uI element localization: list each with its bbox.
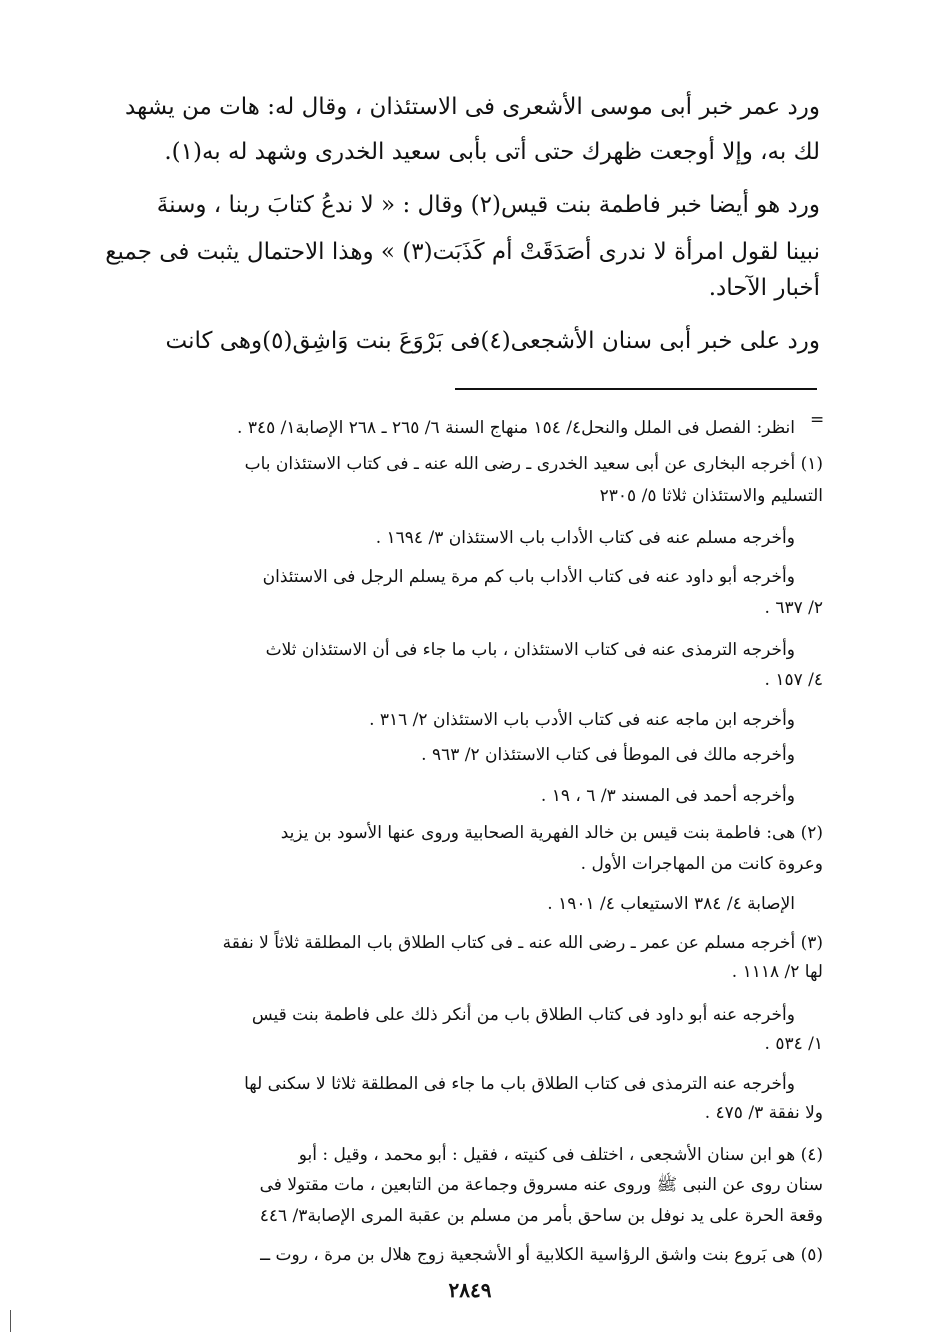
- footnote-line: وأخرجه الترمذى عنه فى كتاب الاستئذان ، باب ما جاء فى أن الاستئذان ثلاث: [265, 640, 795, 660]
- footnote-line: لها ٢/ ١١١٨ .: [731, 962, 823, 982]
- footnote-line: ٢/ ٦٣٧ .: [764, 598, 823, 618]
- footnote-line: التسليم والاستئذان ثلاثا ٥/ ٢٣٠٥: [599, 486, 823, 506]
- footnote-line: وأخرجه مسلم عنه فى كتاب الأداب باب الاستئذان ٣/ ١٦٩٤ .: [375, 528, 795, 548]
- footnote-line: الإصابة ٤/ ٣٨٤ الاستيعاب ٤/ ١٩٠١ .: [547, 894, 795, 914]
- page-number: ٢٨٤٩: [448, 1278, 492, 1302]
- footnote-line: (٢) هى: فاطمة بنت قيس بن خالد الفهرية الصحابية وروى عنها الأسود بن يزيد: [280, 823, 823, 843]
- continuation-marker: =: [810, 410, 825, 430]
- footnote-line: وعروة كانت من المهاجرات الأول .: [580, 854, 823, 874]
- footnote-line: وأخرجه ابن ماجه عنه فى كتاب الأدب باب الاستئذان ٢/ ٣١٦ .: [369, 710, 795, 730]
- footnote-line: وأخرجه أحمد فى المسند ٣/ ٦ ، ١٩ .: [540, 786, 795, 806]
- main-text-line: نبينا لقول امرأة لا ندرى أصَدَقَتْ أم كَذَبَت(٣) » وهذا الاحتمال يثبت فى جميع: [105, 239, 820, 265]
- footnote-line: (٥) هى بَروع بنت واشق الرؤاسية الكلابية أو الأشجعية زوج هلال بن مرة ، روت ــ: [260, 1245, 823, 1265]
- footnote-line: (١) أخرجه البخارى عن أبى سعيد الخدرى ـ رضى الله عنه ـ فى كتاب الاستئذان باب: [244, 454, 823, 474]
- footnote-line: سنان روى عن النبى ﷺ وروى عنه مسروق وجماعة من التابعين ، مات مقتولا فى: [259, 1175, 823, 1195]
- footnote-line: وأخرجه أبو داود عنه فى كتاب الأداب باب كم مرة يسلم الرجل فى الاستئذان: [262, 567, 795, 587]
- main-text-line: ورد عمر خبر أبى موسى الأشعرى فى الاستئذان ، وقال له: هات من يشهد: [125, 94, 820, 120]
- footnote-line: وقعة الحرة على يد نوفل بن ساحق بأمر من مسلم بن عقبة المرى الإصابة٣/ ٤٤٦: [259, 1206, 823, 1226]
- main-text-line: ورد على خبر أبى سنان الأشجعى(٤)فى بَرْوَعَ بنت وَاشِق(٥)وهى كانت: [165, 328, 820, 354]
- footnote-line: (٣) أخرجه مسلم عن عمر ـ رضى الله عنه ـ فى كتاب الطلاق باب المطلقة ثلاثاً لا نفقة: [222, 933, 823, 953]
- footnote-line: انظر: الفصل فى الملل والنحل٤/ ١٥٤ منهاج السنة ٦/ ٢٦٥ ـ ٢٦٨ الإصابة١/ ٣٤٥ .: [237, 418, 795, 438]
- main-text-line: لك به، وإلا أوجعت ظهرك حتى أتى بأبى سعيد الخدرى وشهد له به(١).: [164, 139, 820, 165]
- footnote-line: (٤) هو ابن سنان الأشجعى ، اختلف فى كنيته ، فقيل : أبو محمد ، وقيل : أبو: [298, 1145, 823, 1165]
- footnote-separator: [455, 388, 817, 390]
- footnote-line: وأخرجه عنه أبو داود فى كتاب الطلاق باب من أنكر ذلك على فاطمة بنت قيس: [251, 1005, 795, 1025]
- scan-edge-mark: [10, 1310, 11, 1332]
- footnote-line: وأخرجه مالك فى الموطأ فى كتاب الاستئذان ٢/ ٩٦٣ .: [421, 745, 795, 765]
- footnote-line: ٤/ ١٥٧ .: [764, 670, 823, 690]
- main-text-line: ورد هو أيضا خبر فاطمة بنت قيس(٢) وقال : « لا ندعُ كتابَ ربنا ، وسنةَ: [156, 192, 820, 218]
- main-text-line: أخبار الآحاد.: [708, 275, 820, 301]
- footnote-line: وأخرجه عنه الترمذى فى كتاب الطلاق باب ما جاء فى المطلقة ثلاثا لا سكنى لها: [244, 1074, 795, 1094]
- footnote-line: ولا نفقة ٣/ ٤٧٥ .: [704, 1103, 823, 1123]
- footnote-line: ١/ ٥٣٤ .: [764, 1034, 823, 1054]
